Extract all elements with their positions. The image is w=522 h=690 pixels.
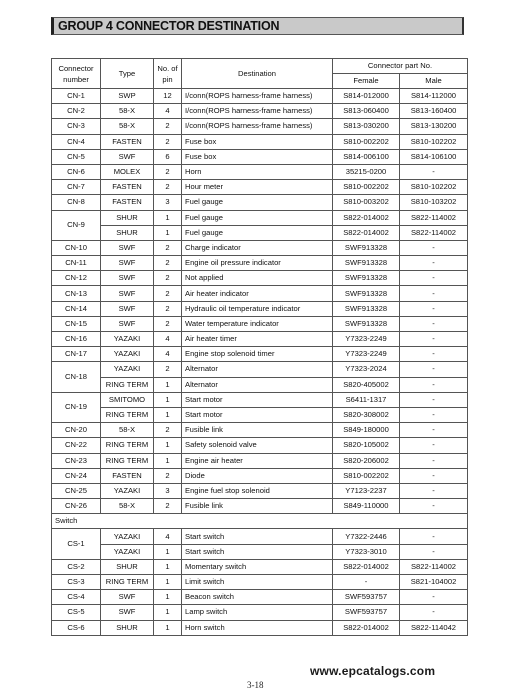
header-destination: Destination [182,59,333,89]
type-cell: RING TERM [101,377,154,392]
connector-number-cell: CN-12 [52,271,101,286]
male-part-cell: S822-114002 [400,225,468,240]
table-row [52,499,468,514]
pin-count-cell: 4 [154,104,182,119]
table-row [52,332,468,347]
male-part-cell: - [400,332,468,347]
destination-cell: Air heater indicator [182,286,333,301]
destination-cell: Fuse box [182,134,333,149]
type-cell: MOLEX [101,164,154,179]
type-cell: SWP [101,89,154,104]
pin-count-cell: 2 [154,423,182,438]
pin-count-cell: 4 [154,332,182,347]
connector-destination-table [51,58,468,636]
destination-cell: Engine oil pressure indicator [182,256,333,271]
type-cell: FASTEN [101,180,154,195]
destination-cell: Fuel gauge [182,210,333,225]
table-row [52,347,468,362]
female-part-cell: S810-002202 [333,134,400,149]
female-part-cell: Y7323-2249 [333,332,400,347]
header-male: Male [400,74,468,89]
table-row [52,620,468,635]
destination-cell: Engine air heater [182,453,333,468]
type-cell: SWF [101,240,154,255]
male-part-cell: S810-102202 [400,180,468,195]
male-part-cell: - [400,301,468,316]
pin-count-cell: 2 [154,286,182,301]
male-part-cell: S822-114002 [400,210,468,225]
male-part-cell: S810-103202 [400,195,468,210]
pin-count-cell: 1 [154,559,182,574]
table-row [52,575,468,590]
pin-count-cell: 4 [154,529,182,544]
connector-number-cell: CS-2 [52,559,101,574]
type-cell: YAZAKI [101,362,154,377]
male-part-cell: S813-160400 [400,104,468,119]
male-part-cell: - [400,240,468,255]
female-part-cell: SWF913328 [333,271,400,286]
connector-number-cell: CN-19 [52,392,101,422]
female-part-cell: SWF913328 [333,316,400,331]
connector-number-cell: CN-11 [52,256,101,271]
connector-number-cell: CN-20 [52,423,101,438]
female-part-cell: S820-206002 [333,453,400,468]
destination-cell: I/conn(ROPS harness-frame harness) [182,104,333,119]
type-cell: SWF [101,301,154,316]
connector-number-cell: CN-7 [52,180,101,195]
table-row [52,104,468,119]
section-label: Switch [52,514,468,529]
type-cell: FASTEN [101,134,154,149]
header-no-of-pin: No. of pin [154,59,182,89]
female-part-cell: Y7323-2024 [333,362,400,377]
female-part-cell: Y7323-2249 [333,347,400,362]
type-cell: YAZAKI [101,347,154,362]
connector-number-cell: CN-24 [52,468,101,483]
male-part-cell: - [400,271,468,286]
female-part-cell: Y7123-2237 [333,483,400,498]
female-part-cell: S849-180000 [333,423,400,438]
male-part-cell: S821-104002 [400,575,468,590]
destination-cell: Alternator [182,362,333,377]
table-row [52,362,468,377]
connector-number-cell: CN-13 [52,286,101,301]
section-title: GROUP 4 CONNECTOR DESTINATION [58,19,280,33]
destination-cell: Horn switch [182,620,333,635]
header-female: Female [333,74,400,89]
pin-count-cell: 3 [154,195,182,210]
male-part-cell: - [400,316,468,331]
type-cell: SHUR [101,210,154,225]
pin-count-cell: 2 [154,164,182,179]
pin-count-cell: 2 [154,240,182,255]
table-row [52,89,468,104]
pin-count-cell: 2 [154,499,182,514]
male-part-cell: - [400,286,468,301]
table-row [52,149,468,164]
type-cell: SWF [101,256,154,271]
male-part-cell: - [400,590,468,605]
table-row [52,438,468,453]
destination-cell: Momentary switch [182,559,333,574]
type-cell: YAZAKI [101,529,154,544]
male-part-cell: - [400,164,468,179]
type-cell: 58-X [101,499,154,514]
connector-number-cell: CN-15 [52,316,101,331]
connector-number-cell: CS-5 [52,605,101,620]
table-row [52,240,468,255]
type-cell: RING TERM [101,453,154,468]
male-part-cell: - [400,347,468,362]
destination-cell: Fuel gauge [182,225,333,240]
type-cell: SWF [101,316,154,331]
female-part-cell: S6411-1317 [333,392,400,407]
type-cell: SHUR [101,559,154,574]
destination-cell: Alternator [182,377,333,392]
connector-number-cell: CN-9 [52,210,101,240]
female-part-cell: S822-014002 [333,225,400,240]
female-part-cell: S813-060400 [333,104,400,119]
destination-cell: Safety solenoid valve [182,438,333,453]
female-part-cell: SWF913328 [333,286,400,301]
destination-cell: Water temperature indicator [182,316,333,331]
connector-number-cell: CN-25 [52,483,101,498]
type-cell: 58-X [101,423,154,438]
pin-count-cell: 2 [154,119,182,134]
female-part-cell: SWF913328 [333,301,400,316]
female-part-cell: S820-405002 [333,377,400,392]
male-part-cell: - [400,499,468,514]
male-part-cell: - [400,438,468,453]
pin-count-cell: 2 [154,362,182,377]
pin-count-cell: 2 [154,134,182,149]
pin-count-cell: 6 [154,149,182,164]
female-part-cell: S813-030200 [333,119,400,134]
destination-cell: Hydraulic oil temperature indicator [182,301,333,316]
destination-cell: Diode [182,468,333,483]
destination-cell: Charge indicator [182,240,333,255]
female-part-cell: S810-002202 [333,468,400,483]
male-part-cell: S813-130200 [400,119,468,134]
table-row [52,590,468,605]
connector-number-cell: CN-1 [52,89,101,104]
male-part-cell: S814-106100 [400,149,468,164]
destination-cell: Start motor [182,392,333,407]
pin-count-cell: 12 [154,89,182,104]
footer-url: www.epcatalogs.com [310,664,436,678]
table-row [52,407,468,422]
connector-number-cell: CN-10 [52,240,101,255]
male-part-cell: - [400,377,468,392]
female-part-cell: SWF913328 [333,240,400,255]
section-title-bar [51,17,464,35]
pin-count-cell: 1 [154,575,182,590]
pin-count-cell: 1 [154,590,182,605]
page-number: 3-18 [247,680,264,690]
destination-cell: Not applied [182,271,333,286]
table-body [52,89,468,636]
type-cell: 58-X [101,104,154,119]
female-part-cell: S849-110000 [333,499,400,514]
connector-number-cell: CN-16 [52,332,101,347]
table-row [52,256,468,271]
destination-cell: Engine fuel stop solenoid [182,483,333,498]
female-part-cell: S822-014002 [333,559,400,574]
pin-count-cell: 1 [154,407,182,422]
connector-number-cell: CN-5 [52,149,101,164]
destination-cell: Start switch [182,544,333,559]
male-part-cell: - [400,392,468,407]
male-part-cell: - [400,529,468,544]
type-cell: RING TERM [101,407,154,422]
table-row [52,559,468,574]
connector-number-cell: CN-2 [52,104,101,119]
pin-count-cell: 3 [154,483,182,498]
destination-cell: Limit switch [182,575,333,590]
table-row [52,180,468,195]
type-cell: SHUR [101,225,154,240]
table-row [52,529,468,544]
table-row [52,423,468,438]
female-part-cell: SWF593757 [333,590,400,605]
pin-count-cell: 1 [154,377,182,392]
male-part-cell: S814-112000 [400,89,468,104]
female-part-cell: S820-105002 [333,438,400,453]
table-row [52,210,468,225]
type-cell: SWF [101,590,154,605]
table-row [52,377,468,392]
female-part-cell: Y7323-3010 [333,544,400,559]
pin-count-cell: 2 [154,316,182,331]
female-part-cell: S822-014002 [333,210,400,225]
pin-count-cell: 4 [154,347,182,362]
type-cell: SWF [101,149,154,164]
connector-number-cell: CN-8 [52,195,101,210]
table-row [52,316,468,331]
female-part-cell: S814-006100 [333,149,400,164]
male-part-cell: S822-114002 [400,559,468,574]
pin-count-cell: 1 [154,438,182,453]
male-part-cell: - [400,483,468,498]
table-row [52,225,468,240]
type-cell: YAZAKI [101,332,154,347]
pin-count-cell: 1 [154,392,182,407]
female-part-cell: SWF913328 [333,256,400,271]
table-row [52,286,468,301]
male-part-cell: - [400,453,468,468]
female-part-cell: - [333,575,400,590]
female-part-cell: S810-003202 [333,195,400,210]
header-type: Type [101,59,154,89]
connector-number-cell: CN-17 [52,347,101,362]
male-part-cell: - [400,407,468,422]
type-cell: FASTEN [101,195,154,210]
connector-number-cell: CN-4 [52,134,101,149]
type-cell: SWF [101,605,154,620]
table-row [52,134,468,149]
table-row [52,119,468,134]
female-part-cell: SWF593757 [333,605,400,620]
pin-count-cell: 1 [154,225,182,240]
type-cell: FASTEN [101,468,154,483]
destination-cell: Fusible link [182,499,333,514]
male-part-cell: - [400,423,468,438]
male-part-cell: - [400,544,468,559]
table-row [52,605,468,620]
table-row [52,392,468,407]
type-cell: SWF [101,271,154,286]
header-connector-part-no: Connector part No. [333,59,468,74]
destination-cell: Engine stop solenoid timer [182,347,333,362]
type-cell: SHUR [101,620,154,635]
header-connector-number: Connector number [52,59,101,89]
pin-count-cell: 1 [154,544,182,559]
female-part-cell: Y7322-2446 [333,529,400,544]
pin-count-cell: 1 [154,605,182,620]
female-part-cell: S820-308002 [333,407,400,422]
connector-number-cell: CS-1 [52,529,101,559]
type-cell: YAZAKI [101,544,154,559]
male-part-cell: - [400,362,468,377]
connector-number-cell: CN-26 [52,499,101,514]
table-row [52,164,468,179]
pin-count-cell: 1 [154,210,182,225]
destination-cell: Air heater timer [182,332,333,347]
connector-number-cell: CS-4 [52,590,101,605]
connector-number-cell: CN-18 [52,362,101,392]
pin-count-cell: 2 [154,256,182,271]
connector-number-cell: CN-23 [52,453,101,468]
pin-count-cell: 1 [154,453,182,468]
female-part-cell: S810-002202 [333,180,400,195]
pin-count-cell: 1 [154,620,182,635]
connector-number-cell: CN-6 [52,164,101,179]
section-row [52,514,468,529]
pin-count-cell: 2 [154,180,182,195]
pin-count-cell: 2 [154,468,182,483]
connector-number-cell: CS-3 [52,575,101,590]
destination-cell: I/conn(ROPS harness-frame harness) [182,89,333,104]
female-part-cell: S822-014002 [333,620,400,635]
table-row [52,468,468,483]
type-cell: 58-X [101,119,154,134]
destination-cell: Beacon switch [182,590,333,605]
table-row [52,483,468,498]
destination-cell: Fusible link [182,423,333,438]
male-part-cell: S810-102202 [400,134,468,149]
type-cell: SWF [101,286,154,301]
male-part-cell: S822-114042 [400,620,468,635]
male-part-cell: - [400,605,468,620]
table-row [52,301,468,316]
table-row [52,195,468,210]
destination-cell: Lamp switch [182,605,333,620]
type-cell: YAZAKI [101,483,154,498]
male-part-cell: - [400,256,468,271]
destination-cell: Hour meter [182,180,333,195]
female-part-cell: S814-012000 [333,89,400,104]
table-row [52,271,468,286]
male-part-cell: - [400,468,468,483]
connector-number-cell: CN-3 [52,119,101,134]
table-row [52,453,468,468]
type-cell: RING TERM [101,438,154,453]
connector-number-cell: CS-6 [52,620,101,635]
destination-cell: I/conn(ROPS harness-frame harness) [182,119,333,134]
destination-cell: Fuse box [182,149,333,164]
female-part-cell: 35215-0200 [333,164,400,179]
pin-count-cell: 2 [154,271,182,286]
destination-cell: Horn [182,164,333,179]
type-cell: SMITOMO [101,392,154,407]
table-row [52,544,468,559]
destination-cell: Start motor [182,407,333,422]
pin-count-cell: 2 [154,301,182,316]
connector-number-cell: CN-22 [52,438,101,453]
destination-cell: Start switch [182,529,333,544]
type-cell: RING TERM [101,575,154,590]
connector-number-cell: CN-14 [52,301,101,316]
destination-cell: Fuel gauge [182,195,333,210]
